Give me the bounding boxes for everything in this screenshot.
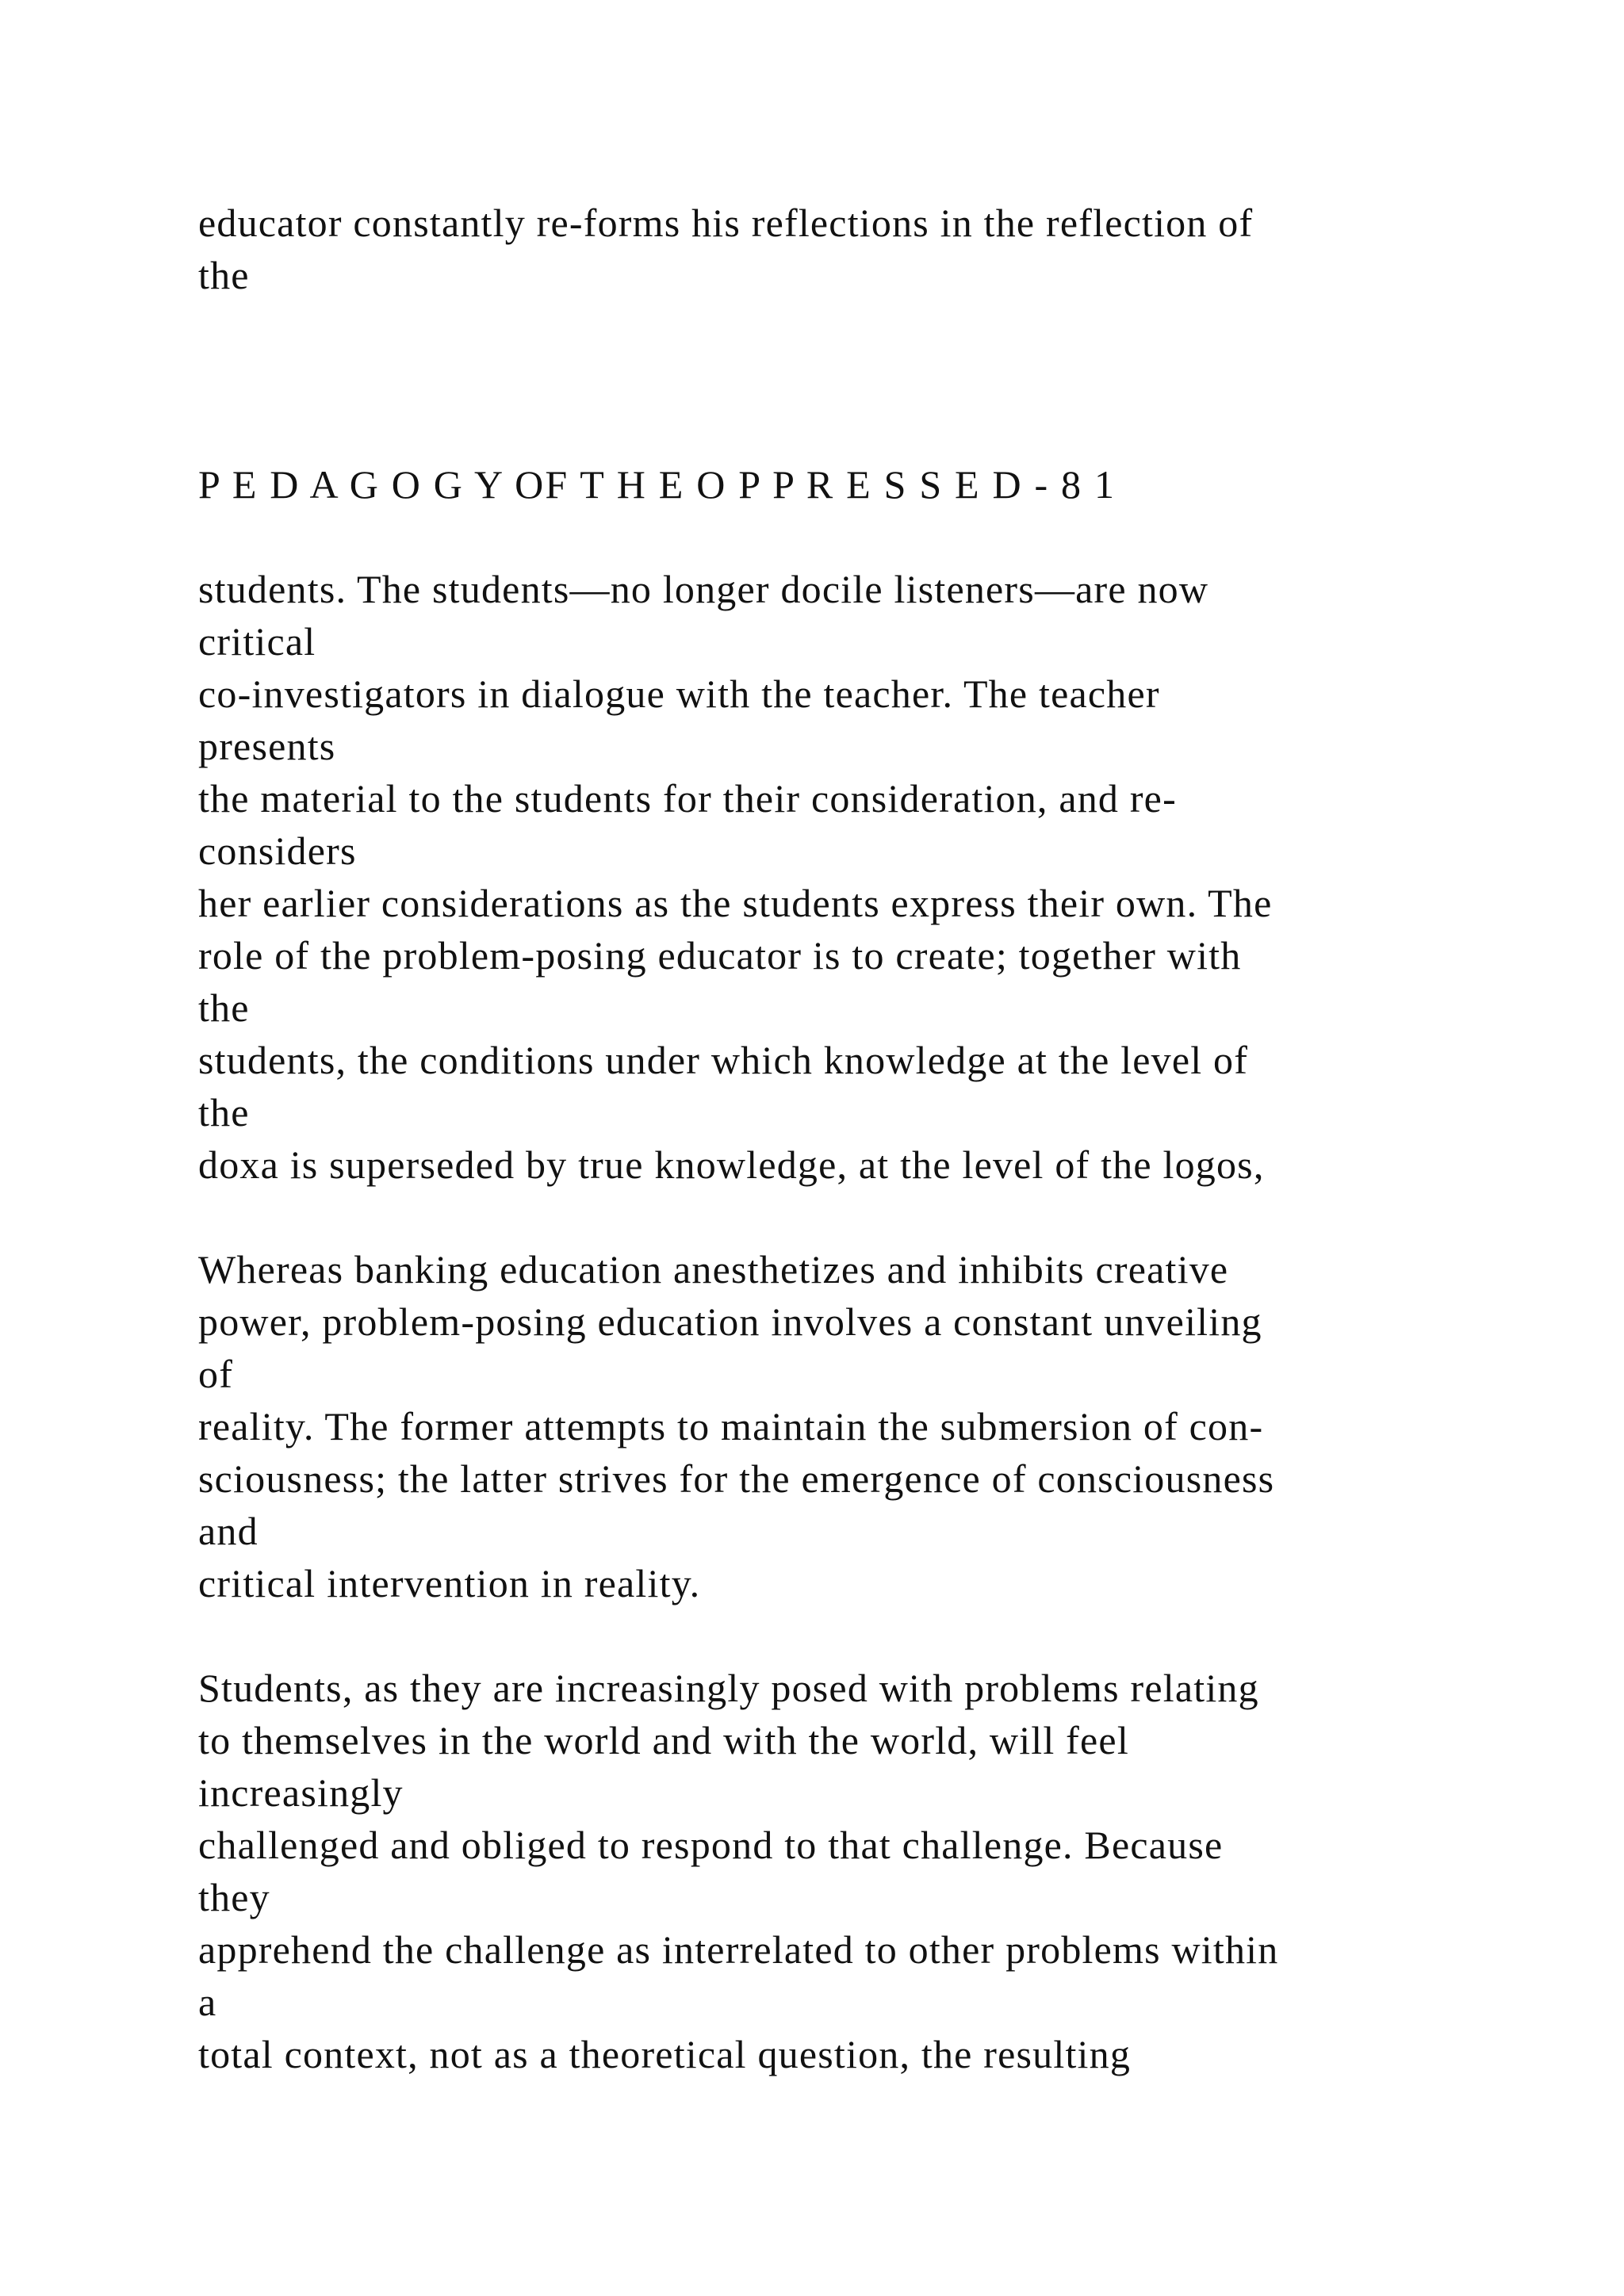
text-line: apprehend the challenge as interrelated to other problems within xyxy=(198,1927,1279,1972)
text-line: critical xyxy=(198,619,316,664)
text-line: doxa is superseded by true knowledge, at the level of the logos, xyxy=(198,1142,1265,1187)
text-line: educator constantly re-forms his reflections in the reflection of xyxy=(198,201,1254,245)
text-line: they xyxy=(198,1875,270,1919)
running-header: P E D A G O G Y OF T H E O P P R E S S E D - 8 1 xyxy=(198,462,1116,507)
text-line: increasingly xyxy=(198,1770,404,1815)
text-line: students, the conditions under which knowledge at the level of xyxy=(198,1038,1249,1082)
text-line: the xyxy=(198,1090,250,1135)
text-line: students. The students—no longer docile listeners—are now xyxy=(198,567,1209,611)
text-line: total context, not as a theoretical question, the resulting xyxy=(198,2032,1132,2076)
text-line: her earlier considerations as the students express their own. The xyxy=(198,881,1273,925)
text-line: co-investigators in dialogue with the teacher. The teacher xyxy=(198,672,1160,716)
text-line: sciousness; the latter strives for the emergence of consciousness xyxy=(198,1456,1275,1501)
text-line: a xyxy=(198,1980,217,2024)
text-line: power, problem-posing education involves a constant unveiling xyxy=(198,1299,1262,1344)
text-line: critical intervention in reality. xyxy=(198,1561,701,1605)
text-line: and xyxy=(198,1509,259,1553)
text-line: to themselves in the world and with the world, will feel xyxy=(198,1718,1129,1762)
text-line: considers xyxy=(198,828,357,873)
text-line: the xyxy=(198,253,250,297)
text-line: the xyxy=(198,985,250,1030)
text-line: Students, as they are increasingly posed with problems relating xyxy=(198,1666,1259,1710)
text-line: reality. The former attempts to maintain the submersion of con- xyxy=(198,1404,1264,1448)
text-line: presents xyxy=(198,724,336,768)
text-line: challenged and obliged to respond to that challenge. Because xyxy=(198,1823,1224,1867)
text-line: Whereas banking education anesthetizes and inhibits creative xyxy=(198,1247,1229,1292)
text-line: role of the problem-posing educator is to create; together with xyxy=(198,933,1242,978)
text-line: the material to the students for their consideration, and re- xyxy=(198,776,1177,821)
text-line: of xyxy=(198,1352,234,1396)
